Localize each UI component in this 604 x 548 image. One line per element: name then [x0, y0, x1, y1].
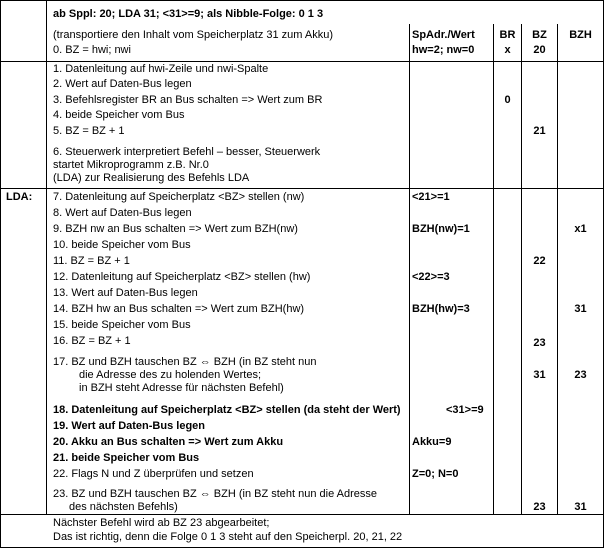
lda-step-11: 11. BZ = BZ + 1 [53, 255, 130, 267]
sp-value-step-20: Akku=9 [412, 436, 452, 448]
bz-init-value: 20 [533, 44, 546, 56]
lda-step-23: 23. BZ und BZH tauschen BZ ⇔ BZH (in BZ steht nun die Adresse [53, 488, 378, 500]
bzh-value-step-14: 31 [574, 303, 587, 315]
sp-value-step-12: <22>=3 [412, 271, 450, 283]
br-init-value: x [504, 44, 511, 56]
col-divider-sp [409, 24, 410, 514]
col-header-bz: BZ [532, 29, 547, 41]
fetch-step-6: 6. Steuerwerk interpretiert Befehl – besser, Steuerwerk [53, 146, 321, 158]
page-subtitle: (transportiere den Inhalt vom Speicherplatz 31 zum Akku) [53, 29, 334, 41]
fetch-step-3: 3. Befehlsregister BR an Bus schalten => Wert zum BR [53, 94, 323, 106]
fetch-step-1: 1. Datenleitung auf hwi-Zeile und nwi-Spalte [53, 63, 269, 75]
page-title: ab Sppl: 20; LDA 31; <31>=9; als Nibble-Folge: 0 1 3 [53, 8, 324, 20]
lda-step-17-line3: in BZH steht Adresse für nächsten Befehl) [79, 382, 284, 394]
bz-value-step-16: 23 [533, 337, 546, 349]
lda-step-23-line2: des nächsten Befehls) [69, 501, 178, 513]
lda-step-10: 10. beide Speicher vom Bus [53, 239, 191, 251]
lda-step-21: 21. beide Speicher vom Bus [53, 452, 200, 464]
col-header-br: BR [499, 29, 516, 41]
init-step: 0. BZ = hwi; nwi [53, 44, 131, 56]
sp-value-step-7: <21>=1 [412, 191, 450, 203]
lda-step-8: 8. Wert auf Daten-Bus legen [53, 207, 192, 219]
br-value-step-3: 0 [504, 94, 511, 106]
col-header-sp: SpAdr./Wert [412, 29, 475, 41]
lda-step-9: 9. BZH nw an Bus schalten => Wert zum BZH(nw) [53, 223, 298, 235]
lda-step-20: 20. Akku an Bus schalten => Wert zum Akku [53, 436, 284, 448]
col-divider-bz [521, 24, 522, 514]
lda-step-16: 16. BZ = BZ + 1 [53, 335, 131, 347]
lda-step-17: 17. BZ und BZH tauschen BZ ⇔ BZH (in BZ steht nun [53, 356, 317, 368]
sp-init-value: hw=2; nw=0 [412, 44, 475, 56]
fetch-step-6-line3: (LDA) zur Realisierung des Befehls LDA [53, 172, 250, 184]
lda-step-18: 18. Datenleitung auf Speicherplatz <BZ> stellen (da steht der Wert) [53, 404, 401, 416]
lda-label: LDA: [6, 191, 33, 203]
sp-value-step-14: BZH(hw)=3 [412, 303, 470, 315]
row-divider-header [1, 61, 603, 62]
fetch-step-2: 2. Wert auf Daten-Bus legen [53, 78, 192, 90]
bzh-value-step-17: 23 [574, 369, 587, 381]
footer-line-1: Nächster Befehl wird ab BZ 23 abgearbeitet; [53, 517, 270, 529]
footer-line-2: Das ist richtig, denn die Folge 0 1 3 steht auf den Speicherpl. 20, 21, 22 [53, 531, 403, 543]
sp-value-step-9: BZH(nw)=1 [412, 223, 470, 235]
bz-value-step-5: 21 [533, 125, 546, 137]
sp-value-step-18: <31>=9 [446, 404, 484, 416]
lda-step-14: 14. BZH hw an Bus schalten => Wert zum BZH(hw) [53, 303, 305, 315]
lda-step-17-line2: die Adresse des zu holenden Wertes; [79, 369, 262, 381]
lda-step-7: 7. Datenleitung auf Speicherplatz <BZ> stellen (nw) [53, 191, 305, 203]
fetch-step-6-line2: startet Mikroprogramm z.B. Nr.0 [53, 159, 209, 171]
lda-step-12: 12. Datenleitung auf Speicherplatz <BZ> stellen (hw) [53, 271, 311, 283]
fetch-step-4: 4. beide Speicher vom Bus [53, 109, 185, 121]
bzh-value-step-23: 31 [574, 501, 587, 513]
bzh-value-step-9: x1 [574, 223, 587, 235]
lda-step-15: 15. beide Speicher vom Bus [53, 319, 191, 331]
col-divider-bzh [557, 24, 558, 514]
sp-value-step-22: Z=0; N=0 [412, 468, 459, 480]
row-divider-fetch [1, 188, 603, 189]
fetch-step-5: 5. BZ = BZ + 1 [53, 125, 125, 137]
row-divider-footer [1, 514, 603, 515]
lda-step-19: 19. Wert auf Daten-Bus legen [53, 420, 205, 432]
bz-value-step-23: 23 [533, 501, 546, 513]
lda-step-22: 22. Flags N und Z überprüfen und setzen [53, 468, 254, 480]
col-header-bzh: BZH [569, 29, 592, 41]
bz-value-step-17: 31 [533, 369, 546, 381]
col-divider-label [46, 1, 47, 514]
bz-value-step-11: 22 [533, 255, 546, 267]
lda-step-13: 13. Wert auf Daten-Bus legen [53, 287, 198, 299]
